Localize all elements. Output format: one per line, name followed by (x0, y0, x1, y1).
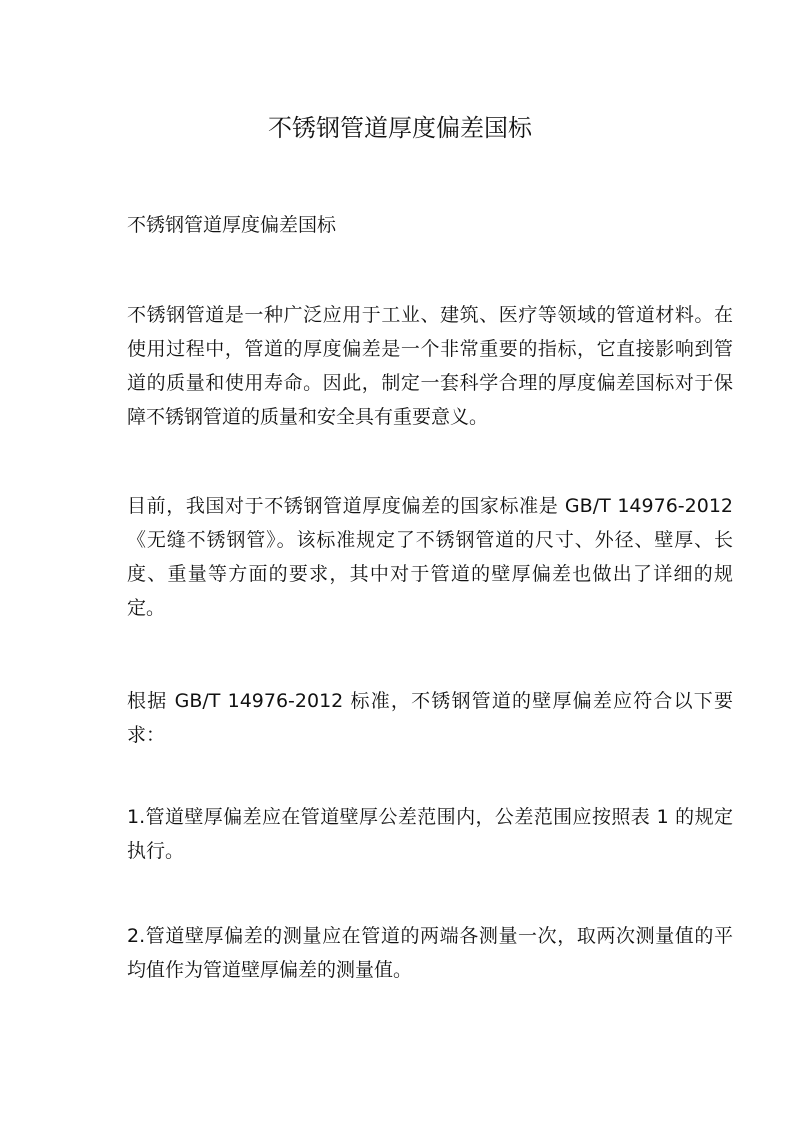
document-subtitle: 不锈钢管道厚度偏差国标 (127, 214, 337, 236)
document-title: 不锈钢管道厚度偏差国标 (268, 114, 532, 142)
paragraph-national-standard: 目前，我国对于不锈钢管道厚度偏差的国家标准是 GB/T 14976-2012《无缝不锈钢管》。该标准规定了不锈钢管道的尺寸、外径、壁厚、长度、重量等方面的要求，其中对于管道的壁厚偏差也做出了详细的规定。 (127, 495, 733, 619)
paragraph-requirement-2: 2.管道壁厚偏差的测量应在管道的两端各测量一次，取两次测量值的平均值作为管道壁厚偏差的测量值。 (127, 925, 733, 981)
paragraph-requirement-1: 1.管道壁厚偏差应在管道壁厚公差范围内，公差范围应按照表 1 的规定执行。 (127, 806, 733, 862)
paragraph-intro: 不锈钢管道是一种广泛应用于工业、建筑、医疗等领域的管道材料。在使用过程中，管道的厚度偏差是一个非常重要的指标，它直接影响到管道的质量和使用寿命。因此，制定一套科学合理的厚度偏差国标对于保障不锈钢管道的质量和安全具有重要意义。 (127, 304, 733, 428)
paragraph-requirements-intro: 根据 GB/T 14976-2012 标准，不锈钢管道的壁厚偏差应符合以下要求： (127, 690, 733, 746)
